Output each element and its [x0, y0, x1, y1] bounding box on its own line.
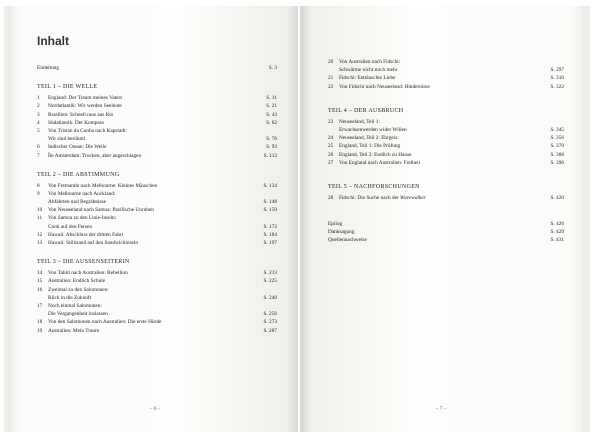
chapter-title: Neuseeland, Teil 1: [339, 118, 380, 125]
chapter-number: 21 [328, 75, 334, 82]
page-reference: S. 396 [550, 159, 564, 166]
chapter-number: 20 [328, 59, 334, 65]
page-reference: S. 197 [263, 240, 277, 246]
chapter-title: Blick in die Zukunft [48, 294, 92, 301]
toc-entry [37, 231, 277, 239]
toc-entry [37, 94, 277, 102]
page-reference: S. 388 [550, 151, 564, 158]
chapter-title: Von Australien nach Fidschi: [339, 59, 401, 65]
page-reference: S. 134 [263, 182, 277, 189]
chapter-number: 3 [37, 111, 40, 118]
toc-entry [37, 102, 277, 110]
page-reference: S. 356 [550, 135, 564, 142]
chapter-title: Von Fidschi nach Neuseeland: Hindernisse [339, 83, 430, 90]
toc-entry [328, 118, 564, 126]
chapter-title: Von England nach Australien: Freiheit [339, 159, 421, 166]
chapter-title: England: Der Traum meines Vaters [48, 95, 123, 102]
toc-entry [328, 236, 564, 244]
chapter-title: Von Melbourne nach Auckland: [48, 190, 116, 197]
toc-heading: Inhalt [37, 34, 69, 48]
toc-entry-intro: Einleitung S. 3 [37, 65, 277, 71]
part3-list [37, 269, 277, 335]
toc-entry [328, 134, 564, 142]
toc-entry [328, 58, 564, 66]
right-toc [328, 58, 564, 245]
chapter-number: 9 [37, 190, 40, 197]
chapter-title: Von Neuseeland nach Samoa: Pazifische Unruhen [48, 207, 154, 214]
page-edge-left [4, 6, 12, 432]
page-reference: S. 322 [550, 83, 564, 90]
toc-entry [37, 277, 277, 285]
chapter-number: 11 [37, 215, 43, 222]
page-reference: S. 273 [263, 319, 277, 326]
page-reference: S. 11 [266, 95, 277, 102]
toc-entry [37, 214, 277, 222]
part1-heading: TEIL 1 – DIE WELLE [37, 84, 98, 91]
chapter-title: Südatlantik: Der Kompass [48, 119, 104, 126]
chapter-title: Die Vergangenheit loslassen [48, 311, 108, 318]
toc-entry [37, 143, 277, 151]
page-reference: S. 159 [263, 207, 277, 214]
chapter-number: 18 [37, 319, 43, 326]
chapter-title: England, Teil 1: Die Prüfung [339, 143, 401, 150]
chapter-number: 25 [328, 143, 334, 150]
chapter-number: 24 [328, 135, 334, 142]
chapter-title: Quellennachweise [328, 237, 367, 244]
page-reference: S. 172 [263, 223, 277, 230]
chapter-title: Australien: Mein Traum [48, 327, 100, 334]
part5-list [328, 194, 564, 202]
part2-heading: TEIL 2 – DIE ABSTIMMUNG [37, 171, 120, 178]
chapter-number: 27 [328, 159, 334, 166]
chapter-title: Nordatlantik: Wir werden Seeleute [48, 103, 122, 110]
page-reference: S. 420 [550, 194, 564, 201]
chapter-number: 2 [37, 103, 40, 110]
page-reference: S. 429 [550, 229, 564, 236]
chapter-number: 14 [37, 270, 43, 277]
chapter-number: 26 [328, 151, 334, 158]
chapter-title: Von Tahiti nach Australien: Rebellion [48, 270, 128, 277]
page-reference: S. 21 [266, 103, 277, 110]
chapter-title: Von Tristan da Cunha nach Kapstadt: [48, 127, 127, 134]
toc-entry [328, 142, 564, 150]
page-number-right: – 7 – [435, 406, 447, 412]
toc-entry [37, 198, 277, 206]
chapter-title: Brasilien: Schnell raus aus Rio [48, 111, 114, 118]
page-reference: S. 297 [550, 67, 564, 74]
page-reference: S. 225 [263, 278, 277, 285]
chapter-title: Wir sind berühmt [48, 136, 86, 143]
toc-entry [37, 302, 277, 310]
chapter-number: 23 [328, 118, 334, 125]
toc-entry [37, 286, 277, 294]
left-page [12, 6, 298, 432]
chapter-title: Von Samoa zu den Linie-Inseln: [48, 215, 117, 222]
toc-entry [37, 269, 277, 277]
chapter-number: 8 [37, 182, 40, 189]
page-reference: S. 43 [266, 111, 277, 118]
page-reference: S. 240 [263, 294, 277, 301]
chapter-title: Danksagung [328, 229, 355, 236]
chapter-title: Hawaii: Abschluss der dritten Fahrt [48, 231, 124, 238]
toc-entry [37, 327, 277, 335]
toc-entry [37, 223, 277, 231]
part4-heading: TEIL 4 – DER AUSBRUCH [328, 107, 404, 114]
chapter-number: 15 [37, 278, 43, 285]
page-reference: S. 310 [550, 75, 564, 82]
toc-entry [328, 159, 564, 167]
toc-entry [328, 228, 564, 236]
page-number-left: – 6 – [149, 406, 161, 412]
chapter-number: 16 [37, 286, 43, 293]
toc-entry [37, 190, 277, 198]
toc-entry [328, 74, 564, 82]
chapter-title: Erwachsenwerden wider Willen [339, 126, 407, 133]
page-reference: S. 62 [266, 119, 277, 126]
page-reference: S. 112 [263, 152, 277, 159]
page-reference: S. 256 [263, 311, 277, 318]
part4-list [328, 118, 564, 167]
chapter-number: 13 [37, 240, 43, 246]
page-reference: S. 287 [263, 327, 277, 334]
part3-continued-list [328, 58, 564, 91]
toc-entry [37, 111, 277, 119]
chapter-number: 5 [37, 127, 40, 134]
toc-entry [37, 152, 277, 160]
chapter-number: 17 [37, 302, 43, 309]
page-reference: S. 213 [263, 270, 277, 277]
chapter-number: 7 [37, 152, 40, 159]
chapter-number: 22 [328, 83, 334, 90]
toc-entry [328, 126, 564, 134]
chapter-title: Île Amsterdam: Trocken, aber angeschlagen [48, 152, 142, 159]
back-matter-list [328, 220, 564, 245]
toc-entry [37, 294, 277, 302]
toc-entry [328, 194, 564, 202]
chapter-number: 1 [37, 95, 40, 102]
part2-list [37, 182, 277, 248]
page-reference: S. 431 [550, 237, 564, 244]
part3-heading: TEIL 3 – DIE AUSSENSEITERIN [37, 259, 130, 266]
page-reference: S. 345 [550, 126, 564, 133]
chapter-title: Fidschi: Die Suche nach der Wavewalker [339, 194, 426, 201]
page-reference: S. 370 [550, 143, 564, 150]
chapter-title: Indischer Ozean: Die Welle [48, 144, 107, 151]
part5-heading: TEIL 5 – NACHFORSCHUNGEN [328, 183, 420, 190]
part1-list [37, 94, 277, 160]
left-toc [37, 64, 277, 335]
toc-entry [328, 83, 564, 91]
toc-entry [37, 127, 277, 135]
chapter-title: Neuseeland, Teil 2: Ehrgeiz [339, 135, 398, 142]
chapter-title: Fidschi: Enttäuschte Liebe [339, 75, 396, 82]
chapter-title: Noch einmal Salomonen: [48, 302, 102, 309]
chapter-number: 10 [37, 207, 43, 214]
chapter-title: Epilog [328, 221, 343, 228]
toc-entry [328, 151, 564, 159]
page-reference: S. 184 [263, 231, 277, 238]
toc-entry [328, 66, 564, 74]
toc-entry [37, 182, 277, 190]
chapter-number: 4 [37, 119, 40, 126]
toc-entry [37, 318, 277, 326]
chapter-title: Zweimal zu den Salomonen: [48, 286, 109, 293]
chapter-title: Hawaii: Stillstand auf den Sandwichinseln [48, 240, 139, 246]
page-reference: S. 76 [266, 136, 277, 143]
toc-entry [37, 135, 277, 143]
page-reference: S. 148 [263, 199, 277, 206]
toc-entry [37, 119, 277, 127]
chapter-title: Schwärme nicht mich mehr [339, 67, 398, 74]
right-page [300, 6, 582, 432]
chapter-number: 19 [37, 327, 43, 334]
chapter-title: Von den Salomonen nach Australien: Die erste Hürde [48, 319, 162, 326]
chapter-title: Cook auf den Fersen [48, 223, 92, 230]
page-reference: S. 426 [550, 221, 564, 228]
chapter-title: Abfahrten und Begräbnisse [48, 199, 106, 206]
page-edge-right [582, 6, 590, 432]
chapter-number: 12 [37, 231, 43, 238]
chapter-title: England, Teil 2: Endlich zu Hause [339, 151, 412, 158]
toc-entry [37, 310, 277, 318]
chapter-number: 28 [328, 194, 334, 201]
chapter-number: 6 [37, 144, 40, 151]
toc-entry [328, 220, 564, 228]
chapter-title: Australien: Endlich Schule [48, 278, 106, 285]
toc-entry [37, 239, 277, 247]
chapter-title: Von Fremantle nach Melbourne: Kleines Mäuschen [48, 182, 158, 189]
page-reference: S. 93 [266, 144, 277, 151]
toc-entry [37, 206, 277, 214]
